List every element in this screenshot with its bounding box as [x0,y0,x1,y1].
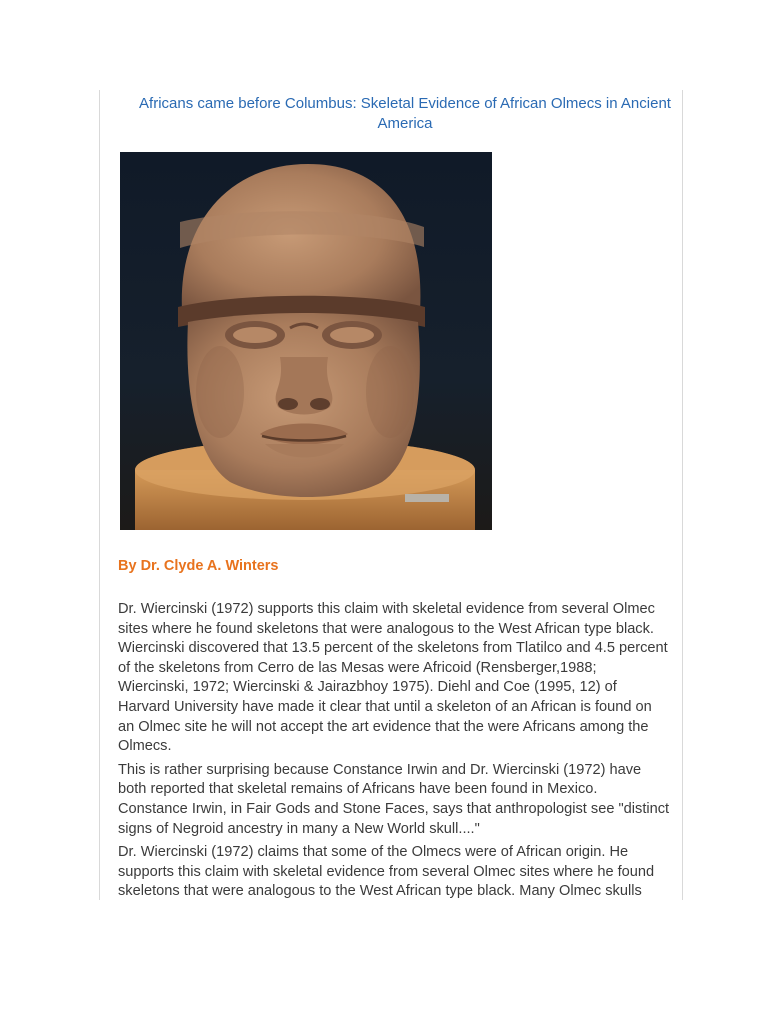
article-frame [99,90,683,900]
text-line: Wiercinski discovered that 13.5 percent of the skeletons from Tlatilco and 4.5 percent [118,640,668,657]
text-line: Harvard University have made it clear that until a skeleton of an African is found on [118,698,652,715]
text-line: sites where he found skeletons that were analogous to the West African type black. [118,620,654,637]
article-byline: By Dr. Clyde A. Winters [118,558,279,574]
text-line: signs of Negroid ancestry in many a New World skull...." [118,820,480,837]
text-line: Wiercinski, 1972; Wiercinski & Jairazbhoy 1975). Diehl and Coe (1995, 12) of [118,679,617,696]
text-line: This is rather surprising because Constance Irwin and Dr. Wiercinski (1972) have [118,761,642,778]
article-body [118,600,683,900]
olmec-head-photo [120,152,492,530]
text-line: Dr. Wiercinski (1972) supports this claim with skeletal evidence from several Olmec [118,601,655,617]
text-line: both reported that skeletal remains of Africans have been found in Mexico. [118,781,598,798]
text-line: skeletons that were analogous to the West African type black. Many Olmec skulls [118,883,642,900]
text-line: Constance Irwin, in Fair Gods and Stone Faces, says that anthropologist see "distinct [118,800,670,817]
article-paragraph [118,600,683,757]
article-paragraph [118,761,683,839]
text-line: of the skeletons from Cerro de las Mesas were Africoid (Rensberger,1988; [118,659,597,676]
text-line: Dr. Wiercinski (1972) claims that some of the Olmecs were of African origin. He [118,844,629,861]
text-line: an Olmec site he will not accept the art evidence that the were Africans among the [118,718,649,735]
text-line: Olmecs. [118,738,172,755]
article-paragraph [118,843,683,900]
article-title[interactable]: Africans came before Columbus: Skeletal Evidence of African Olmecs in Ancient America [139,95,671,132]
text-line: supports this claim with skeletal evidence from several Olmec sites where he found [118,863,655,880]
